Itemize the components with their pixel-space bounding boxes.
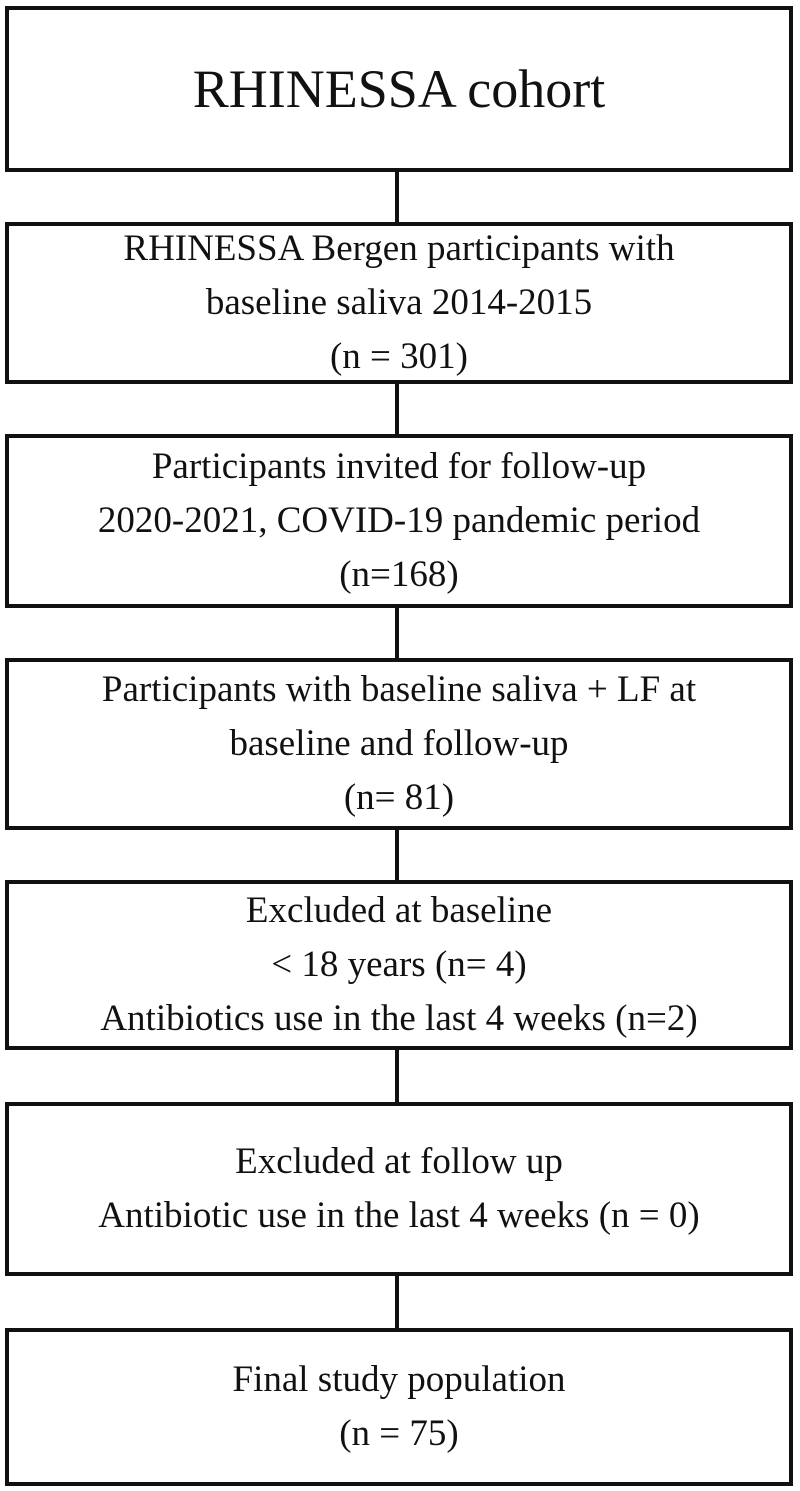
box-2-line-3: (n=168): [339, 554, 459, 595]
invited-followup-box: [5, 434, 793, 608]
box-4-line-2: < 18 years (n= 4): [271, 944, 527, 985]
connector-3: [395, 608, 399, 658]
box-1-line-1: RHINESSA Bergen participants with: [123, 228, 675, 269]
box-6-line-1: Final study population: [232, 1359, 566, 1400]
box-2-line-1: Participants invited for follow-up: [151, 446, 647, 487]
connector-4: [395, 830, 399, 880]
box-6-line-2: (n = 75): [339, 1413, 459, 1454]
connector-5: [395, 1050, 399, 1102]
saliva-lf-box: [5, 658, 793, 830]
connector-1: [395, 172, 399, 222]
connector-6: [395, 1276, 399, 1328]
box-4-line-3: Antibiotics use in the last 4 weeks (n=2): [100, 998, 698, 1039]
cohort-title: RHINESSA cohort: [192, 59, 606, 119]
excluded-followup-box: [5, 1102, 793, 1276]
baseline-participants-box: [5, 222, 793, 384]
connector-2: [395, 384, 399, 434]
cohort-title-box: [5, 6, 793, 172]
box-3-line-2: baseline and follow-up: [229, 723, 569, 764]
box-3-line-3: (n= 81): [343, 777, 455, 818]
excluded-baseline-box: [5, 880, 793, 1050]
box-4-line-1: Excluded at baseline: [245, 890, 553, 931]
box-5-line-2: Antibiotic use in the last 4 weeks (n = 0): [98, 1195, 700, 1236]
box-1-line-3: (n = 301): [329, 336, 468, 377]
box-3-line-1: Participants with baseline saliva + LF at: [101, 669, 697, 710]
box-1-line-2: baseline saliva 2014-2015: [205, 282, 593, 323]
box-5-line-1: Excluded at follow up: [235, 1141, 563, 1182]
final-population-box: [5, 1328, 793, 1486]
box-2-line-2: 2020-2021, COVID-19 pandemic period: [97, 500, 701, 541]
